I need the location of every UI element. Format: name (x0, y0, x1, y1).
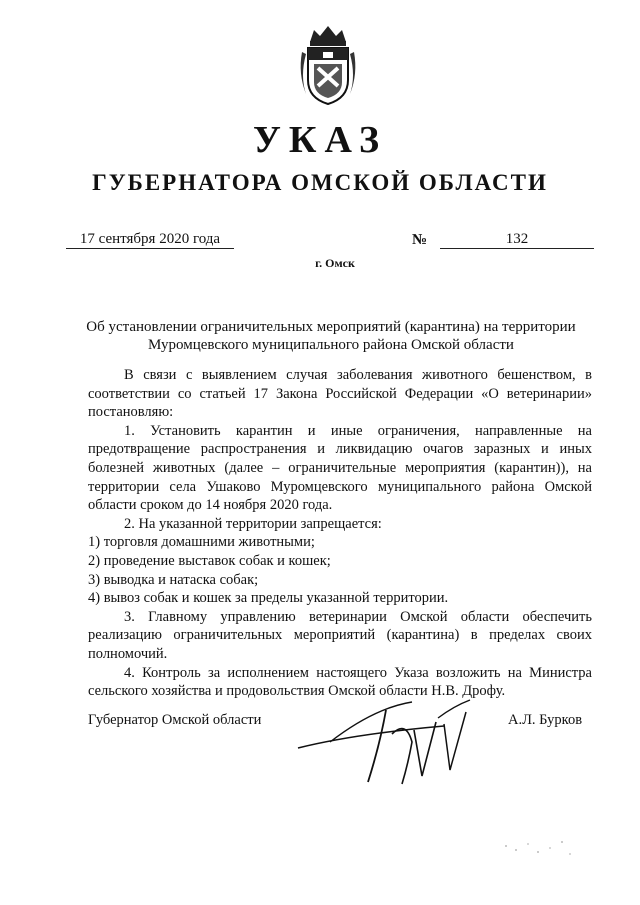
document-number: 132 (440, 230, 594, 249)
document-date: 17 сентября 2020 года (66, 230, 234, 249)
document-subject (66, 318, 596, 354)
item-2-paragraph: 2. На указанной территории запрещается: (124, 515, 382, 532)
faint-stamp-marks-icon (500, 836, 580, 866)
preamble-paragraph: В связи с выявлением случая заболевания животного бешенством, в соответствии со статьей 17 Закона Российской Федерации «О ветеринарии» постановляю: (88, 367, 592, 421)
item-2-sub-4: 4) вывоз собак и кошек за пределы указанной территории. (88, 590, 449, 607)
subject-line-1: Об установлении ограничительных мероприятий (карантина) на территории (86, 319, 576, 335)
handwritten-signature-icon (294, 690, 490, 786)
number-label: № (412, 232, 428, 248)
subject-line-2: Муромцевского муниципального района Омской области (148, 337, 514, 353)
item-2-sub-1: 1) торговля домашними животными; (88, 534, 315, 551)
document-subtitle: ГУБЕРНАТОРА ОМСКОЙ ОБЛАСТИ (92, 170, 548, 195)
item-1-paragraph: 1. Установить карантин и иные ограничения, направленные на предотвращение распространения и ликвидацию очагов заразных и иных болезней животных (далее – ограничительные мероприятия (карантин)), на территории села Ушаково Муромцевского муниципального района Омской области сроком до 14 ноября 2020 года. (88, 422, 592, 514)
item-2-sub-3: 3) выводка и натаска собак; (88, 571, 259, 588)
item-4-paragraph: 4. Контроль за исполнением настоящего Указа возложить на Министра сельского хозяйства и продовольствия Омской области Н.В. Дрофу. (88, 664, 592, 700)
item-3-paragraph: 3. Главному управлению ветеринарии Омской области обеспечить реализацию ограничительных мероприятий (карантина) в пределах своих полномочий. (88, 608, 592, 662)
item-2-sub-2: 2) проведение выставок собак и кошек; (88, 552, 331, 569)
signatory-name: А.Л. Бурков (508, 712, 583, 728)
document-body (88, 366, 592, 701)
omsk-coat-of-arms-icon (296, 24, 360, 108)
document-city: г. Омск (315, 256, 355, 270)
signatory-position: Губернатор Омской области (88, 712, 262, 728)
document-title: УКАЗ (253, 119, 387, 161)
